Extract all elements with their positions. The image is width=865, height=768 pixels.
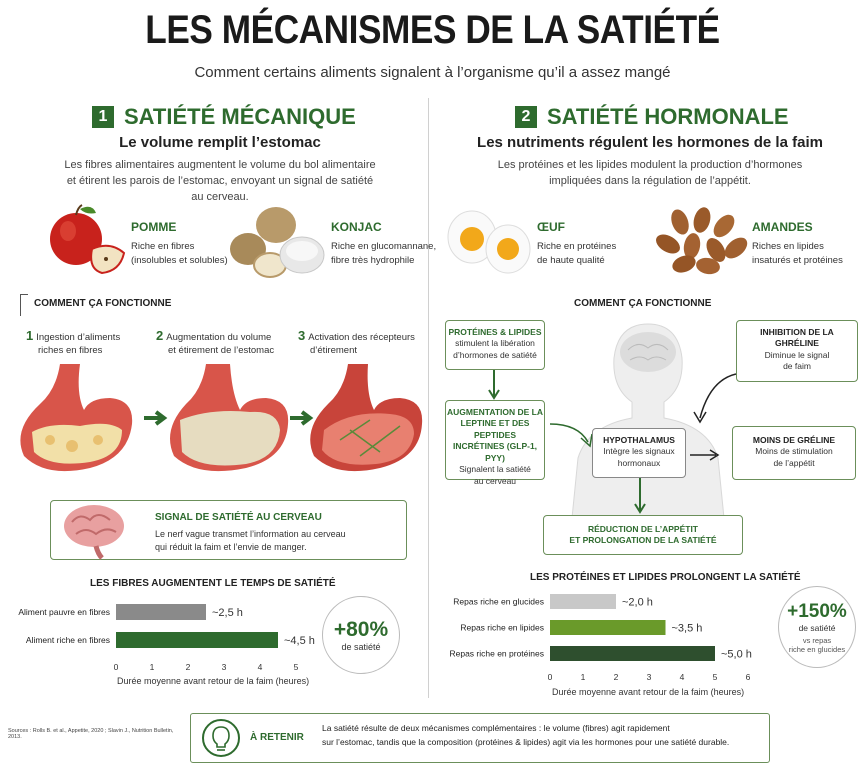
arrow-down-1 xyxy=(488,370,500,400)
section-heading-mecanique xyxy=(92,104,356,130)
sources-note: Sources : Rolls B. et al., Appetite, 2020 ; Slavin J., Nutrition Bulletin, 2013. xyxy=(8,728,174,740)
section-heading-hormonale xyxy=(515,104,789,130)
x-tick-label: 5 xyxy=(293,662,299,672)
x-tick-label: 0 xyxy=(113,662,119,672)
step-1: 1 Ingestion d’aliments riches en fibres xyxy=(26,328,121,356)
step-2: 2 Augmentation du volume et étirement de l’estomac xyxy=(156,328,275,356)
arrow-to-hypothalamus xyxy=(548,420,598,450)
chart-proteines xyxy=(440,584,770,684)
almonds-illustration xyxy=(650,206,750,276)
bar-value-label: ~2,0 h xyxy=(622,596,653,609)
food-desc-konjac: Riche en glucomannane, fibre très hydrophile xyxy=(331,241,437,266)
footer-text: La satiété résulte de deux mécanismes complémentaires : le volume (fibres) agit rapidement sur l’estomac, tandis que la composition (protéines & lipides) agit via les hormones pour une satiété durable. xyxy=(322,723,730,747)
chart-title-proteines: LES PROTÉINES ET LIPIDES PROLONGENT LA SATIÉTÉ xyxy=(530,572,801,583)
x-tick-label: 1 xyxy=(580,672,586,682)
food-name-amandes: AMANDES xyxy=(752,220,813,234)
bar xyxy=(550,594,616,609)
bar-value-label: ~3,5 h xyxy=(671,622,703,635)
box-reduction-appetit: RÉDUCTION DE L’APPÉTIT ET PROLONGATION DE LA SATIÉTÉ xyxy=(543,515,743,555)
apple-illustration xyxy=(40,205,130,277)
food-name-konjac: KONJAC xyxy=(331,220,382,234)
food-name-pomme: POMME xyxy=(131,220,177,234)
bar-value-label: ~5,0 h xyxy=(721,648,752,661)
bar xyxy=(550,646,715,661)
section-title: SATIÉTÉ HORMONALE xyxy=(547,104,789,129)
section-subtitle: Les nutriments régulent les hormones de la faim xyxy=(477,134,823,151)
section-number-badge: 2 xyxy=(515,106,537,128)
x-tick-label: 3 xyxy=(221,662,227,672)
x-tick-label: 0 xyxy=(547,672,553,682)
box-hypothalamus: HYPOTHALAMUS Intègre les signaux hormonaux xyxy=(592,428,686,478)
chart-proteines-xlabel: Durée moyenne avant retour de la faim (heures) xyxy=(552,687,745,697)
arrow-down-2 xyxy=(634,478,646,514)
food-desc-pomme: Riche en fibres (insolubles et solubles) xyxy=(131,241,228,266)
how-it-works-title: COMMENT ÇA FONCTIONNE xyxy=(34,298,172,309)
bar-category-label: Repas riche en glucides xyxy=(453,596,544,607)
box-leptine: AUGMENTATION DE LA LEPTINE ET DES PEPTIDES INCRÉTINES (GLP-1, PYY) Signalent la satiété au cerveau xyxy=(445,400,545,480)
lightbulb-icon xyxy=(201,718,241,758)
x-tick-label: 1 xyxy=(149,662,155,672)
bar xyxy=(116,632,278,648)
stomach-3 xyxy=(310,364,422,471)
box-moins-ghreline: MOINS DE GRÉLINE Moins de stimulation de l’appétit xyxy=(732,426,856,480)
food-desc-amandes: Riches en lipides insaturés et protéines xyxy=(752,241,843,266)
x-tick-label: 2 xyxy=(185,662,191,672)
step-3: 3 Activation des récepteurs d’étirement xyxy=(298,328,415,356)
signal-title: SIGNAL DE SATIÉTÉ AU CERVEAU xyxy=(155,512,322,523)
signal-desc: Le nerf vague transmet l’information au cerveau qui réduit la faim et l’envie de manger. xyxy=(155,529,346,553)
food-desc-oeuf: Riche en protéines de haute qualité xyxy=(537,241,617,266)
x-tick-label: 4 xyxy=(679,672,685,682)
section-subtitle: Le volume remplit l’estomac xyxy=(119,134,321,151)
bar-category-label: Aliment pauvre en fibres xyxy=(18,607,110,617)
bar-value-label: ~4,5 h xyxy=(284,635,315,647)
bar xyxy=(116,604,206,620)
box-proteines-lipides: PROTÉINES & LIPIDES stimulent la libération d’hormones de satiété xyxy=(445,320,545,370)
bar-category-label: Repas riche en protéines xyxy=(449,648,544,659)
satiety-badge-left: +80% de satiété xyxy=(322,596,400,674)
box-ghreline: INHIBITION DE LA GHRÉLINE Diminue le signal de faim xyxy=(736,320,858,382)
x-tick-label: 4 xyxy=(257,662,263,672)
how-it-works-title-right: COMMENT ÇA FONCTIONNE xyxy=(574,298,712,309)
page-title: LES MÉCANISMES DE LA SATIÉTÉ xyxy=(145,8,720,52)
stomach-1 xyxy=(20,364,132,471)
stomach-2 xyxy=(170,364,288,471)
chart-fibres xyxy=(10,594,315,684)
konjac-illustration xyxy=(226,203,326,281)
section-description: Les fibres alimentaires augmentent le volume du bol alimentaire et étirent les parois de l’estomac, envoyant un signal de satiété au cerveau. xyxy=(64,159,376,203)
arrow-ghreline xyxy=(690,370,740,430)
arrow-moins xyxy=(688,448,728,462)
bar-category-label: Aliment riche en fibres xyxy=(25,635,110,645)
chart-fibres-xlabel: Durée moyenne avant retour de la faim (heures) xyxy=(117,676,310,686)
section-description: Les protéines et les lipides modulent la production d’hormones impliquées dans la régulation de l’appétit. xyxy=(497,159,803,187)
x-tick-label: 3 xyxy=(646,672,652,682)
x-tick-label: 6 xyxy=(745,672,751,682)
satiety-badge-right: +150% de satiété vs repas riche en glucides xyxy=(778,586,856,668)
egg-illustration xyxy=(444,205,534,277)
x-tick-label: 5 xyxy=(712,672,718,682)
corner-bracket xyxy=(20,294,28,316)
footer-retenir-label: À RETENIR xyxy=(250,732,304,743)
x-tick-label: 2 xyxy=(613,672,619,682)
stomach-sequence-illustration xyxy=(10,360,430,480)
chart-title-fibres: LES FIBRES AUGMENTENT LE TEMPS DE SATIÉTÉ xyxy=(90,578,336,589)
page-subtitle: Comment certains aliments signalent à l’organisme qu’il a assez mangé xyxy=(194,64,671,81)
bar-value-label: ~2,5 h xyxy=(212,607,243,619)
section-title: SATIÉTÉ MÉCANIQUE xyxy=(124,104,356,129)
section-number-badge: 1 xyxy=(92,106,114,128)
food-name-oeuf: ŒUF xyxy=(537,220,565,234)
bar-category-label: Repas riche en lipides xyxy=(460,622,544,633)
brain-icon xyxy=(56,500,136,560)
bar xyxy=(550,620,666,635)
